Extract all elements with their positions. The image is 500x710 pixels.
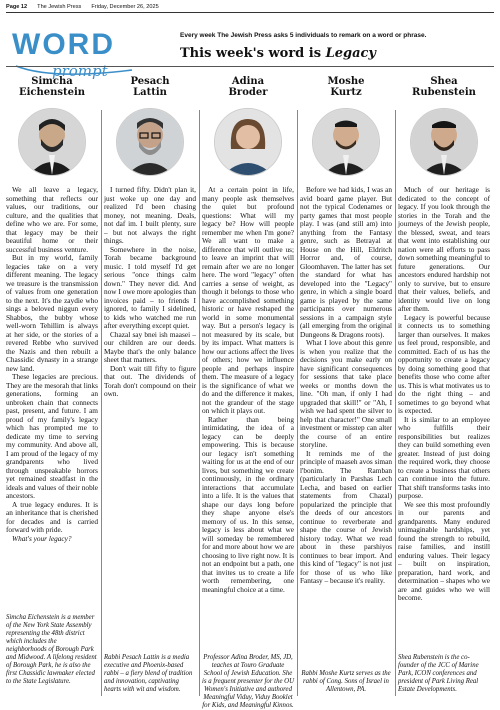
paragraph: Legacy is powerful because it connects us to something larger than ourselves. It makes us feel proud, responsible, and committed. Each of us has the opportunity to create a legacy by doing something good that benefits those who come after us. This is what motivates us to do the right thing – and sometimes to go beyond what is expected.	[398, 312, 490, 415]
contributor-name	[6, 76, 98, 102]
paragraph: What's your legacy?	[12, 533, 72, 543]
paragraph: Chazal say bnei ish maasei – our children are our deeds. Maybe that's the only balance sheet that matters.	[104, 329, 196, 364]
column-body	[300, 186, 392, 586]
page-number: Page 12	[6, 4, 28, 10]
featured-word: Legacy	[325, 46, 376, 61]
first-name: Shea	[430, 76, 458, 87]
paragraph: But in my world, family legacies take on a very different meaning. The legacy we treasure is the transmission of values from one generation to the next. It's the zaydie who sings a beloved niggun every Shabbos, the bubby whose well-worn Tehillim is always at her side, or the stories of a revered Rebbe who survived the Nazis and then rebuilt a Chassidic dynasty in a strange new land.	[6, 253, 98, 373]
column-rubenstein	[398, 76, 490, 603]
column-body	[398, 186, 490, 603]
column-body	[104, 186, 196, 399]
first-name: Simcha	[31, 76, 73, 87]
column-broder	[202, 76, 294, 594]
logo-prompt: prompt	[52, 62, 108, 80]
logo-word: WORD	[12, 28, 115, 61]
contributor-name	[202, 76, 294, 102]
paragraph: A true legacy endures. It is an inheritance that is cherished for decades and is carried forward with pride.	[6, 499, 98, 534]
contributor-bio: Professor Adina Broder, MS, JD, teaches at Touro Graduate School of Jewish Education. She is a frequent presenter for the OU Women's Initiative and authored Meaningful Viduy, Viduy Booklet for Kids, and Meaningful Kinnos.	[202, 654, 294, 709]
contributor-bio: Shea Rubenstein is the co-founder of the JCC of Marine Park, ICON conferences and president of Park Living Real Estate Developments.	[398, 654, 479, 693]
contributor-photo	[410, 108, 478, 176]
paragraph: It is similar to an employee who fulfills their responsibilities but realizes they can build something even greater. Instead of just doing the required work, they choose to create a business that others can continue into the future. That shift transforms tasks into purpose.	[398, 414, 490, 500]
contributor-photo	[116, 108, 184, 176]
paragraph: What I love about this genre is when you realize that the decisions you make early on have significant consequences for sessions that take place weeks or months down the line. "Oh man, if only I had upgraded that skill!" or "Ah, I wish we had spent the silver to help that character!" One small investment or misstep can alter the course of an entire storyline.	[300, 338, 392, 449]
first-name: Adina	[231, 76, 265, 87]
first-name: Moshe	[327, 76, 365, 87]
column-divider	[101, 110, 102, 696]
word-of-week	[180, 46, 494, 61]
column-divider	[395, 110, 396, 696]
header-divider	[6, 66, 494, 67]
word-prefix: This week's word is	[180, 46, 326, 61]
word-prompt-logo	[12, 22, 172, 82]
paragraph: Before we had kids, I was an avid board game player. But not the typical Codenames or party games that most people play. I was (and still am) into anything from the Fantasy genre, such as Betrayal at House on the Hill, Eldritch Horror and, of course, Gloomhaven. The latter has set the standard for what has developed into the "Legacy" genre, in which a single board game is played by the same participants over numerous sessions in a campaign style (all emerging from the original Dungeons & Dragons roots).	[300, 185, 392, 339]
paragraph: Much of our heritage is dedicated to the concept of legacy. If you look through the stories in the Torah and the journeys of the Jewish people, the blessed, sweat, and tears that went into establishing our nation were all efforts to pass down something meaningful to future generations. Our ancestors endured hardship not only to survive, but to ensure that their values, beliefs, and identity would live on long after them.	[398, 185, 490, 313]
paragraph: We all leave a legacy, something that reflects our values, our traditions, our culture, and the qualities that define who we are. For some, that legacy may be their beautiful home or their successful business venture.	[6, 185, 98, 254]
publication-name: The Jewish Press	[37, 4, 82, 10]
contributor-name	[398, 76, 490, 102]
paragraph: We see this most profoundly in our parents and grandparents. Many endured unimaginable hardships, yet found the strength to rebuild, raise families, and instill enduring values. Their legacy – built on inspiration, preparation, hard work, and determination – shapes who we are and guides who we will become.	[398, 499, 490, 602]
contributor-photo	[18, 108, 86, 176]
contributor-photo	[312, 108, 380, 176]
last-name: Eichenstein	[18, 87, 86, 98]
column-kurtz	[300, 76, 392, 586]
contributor-bio: Rabbi Pesach Lattin is a media executive and Phoenix-based rabbi – a fiery blend of tradition and innovation, captivating hearts with wit and wisdom.	[104, 654, 193, 693]
contributor-photo	[214, 108, 282, 176]
page-header	[6, 2, 494, 13]
paragraph: It reminds me of the principle of maaseh avos siman l'bonim. The Ramban (particularly in Parshas Lech Lecha, and based on earlier statements from Chazal) popularized the principle that the deeds of our ancestors continue to reverberate and shape the course of Jewish history today. What we read about in these parshiyos continues to bear import. And this kind of "legacy" is not just for those of us who like Fantasy – because it's reality.	[300, 448, 392, 585]
last-name: Rubenstein	[412, 87, 476, 98]
column-divider	[199, 110, 200, 696]
paragraph: Don't wait till fifty to figure that out. The dividends of Torah don't compound on their own.	[104, 363, 196, 398]
paragraph: Rather than being intimidating, the idea of a legacy can be deeply empowering. This is because our legacy isn't something waiting for us at the end of our lives, but something we create continuously, in the ordinary interactions that accumulate into a life. It is the values that shape our days long before they shape anyone else's memory of us. In this sense, legacy is less about what we will someday be remembered for and more about how we are choosing to live right now. It is not an endpoint but a path, one that invites us to create a life worth remembering, one meaningful choice at a time.	[202, 414, 294, 594]
paragraph: I turned fifty. Didn't plan it, just woke up one day and realized I'd been chasing money, not meaning. Deals, not daf im. I built plenty, sure – but not always the right things.	[104, 185, 196, 245]
column-divider	[297, 110, 298, 696]
contributor-bio: Rabbi Moshe Kurtz serves as the rabbi of Cong. Sons of Israel in Allentown, PA.	[301, 670, 391, 693]
paragraph: At a certain point in life, many people ask themselves the quiet but profound questions: What will my legacy be? How will people remember me when I'm gone? We all want to make a difference that will outlive us; to leave an imprint that will remain after we are no longer here. The word "legacy" often carries a sense of weight, as though it belongs to those who have accomplished something historic or have reshaped the world in some monumental way. But a person's legacy is not measured by its scale, but by its impact. What matters is how our actions affect the lives of others; how we influence people and perhaps inspire them. The measure of a legacy is the significance of what we do and the difference it makes, not the grandeur of the stage on which it plays out.	[202, 185, 294, 415]
contributor-name	[104, 76, 196, 102]
contributor-name	[300, 76, 392, 102]
column-lattin	[104, 76, 196, 399]
paragraph: These legacies are precious. They are the mesorah that links generations, forming an unbroken chain that connects past, present, and future. I am proud of my family's legacy which has prompted me to dedicate my time to serving my community. And above all, I am proud of the legacy of my grandparents who lived through unspeakable horrors yet remained steadfast in the ideals and values of their noble ancestors.	[6, 372, 98, 500]
last-name: Broder	[228, 87, 268, 98]
first-name: Pesach	[130, 76, 170, 87]
last-name: Kurtz	[330, 87, 362, 98]
column-eichenstein	[6, 76, 98, 543]
contributor-bio: Simcha Eichenstein is a member of the New York State Assembly representing the 48th district which includes the neighborhoods of Borough Park and Midwood. A lifelong resident of Borough Park, he is also the first Chassidic lawmaker elected to the State Legislature.	[6, 614, 97, 685]
last-name: Lattin	[133, 87, 167, 98]
issue-date: Friday, December 26, 2025	[91, 4, 159, 10]
intro-text: Every week The Jewish Press asks 5 individuals to remark on a word or phrase.	[180, 32, 427, 39]
paragraph: Somewhere in the noise, Torah became background music. I told myself I'd get serious "once things calm down." They never did. And now I owe more apologies than invoices paid – to friends I ignored, to family I sidelined, to kids who watched me run after everything except quiet.	[104, 244, 196, 330]
column-body	[202, 186, 294, 594]
column-body	[6, 186, 98, 543]
